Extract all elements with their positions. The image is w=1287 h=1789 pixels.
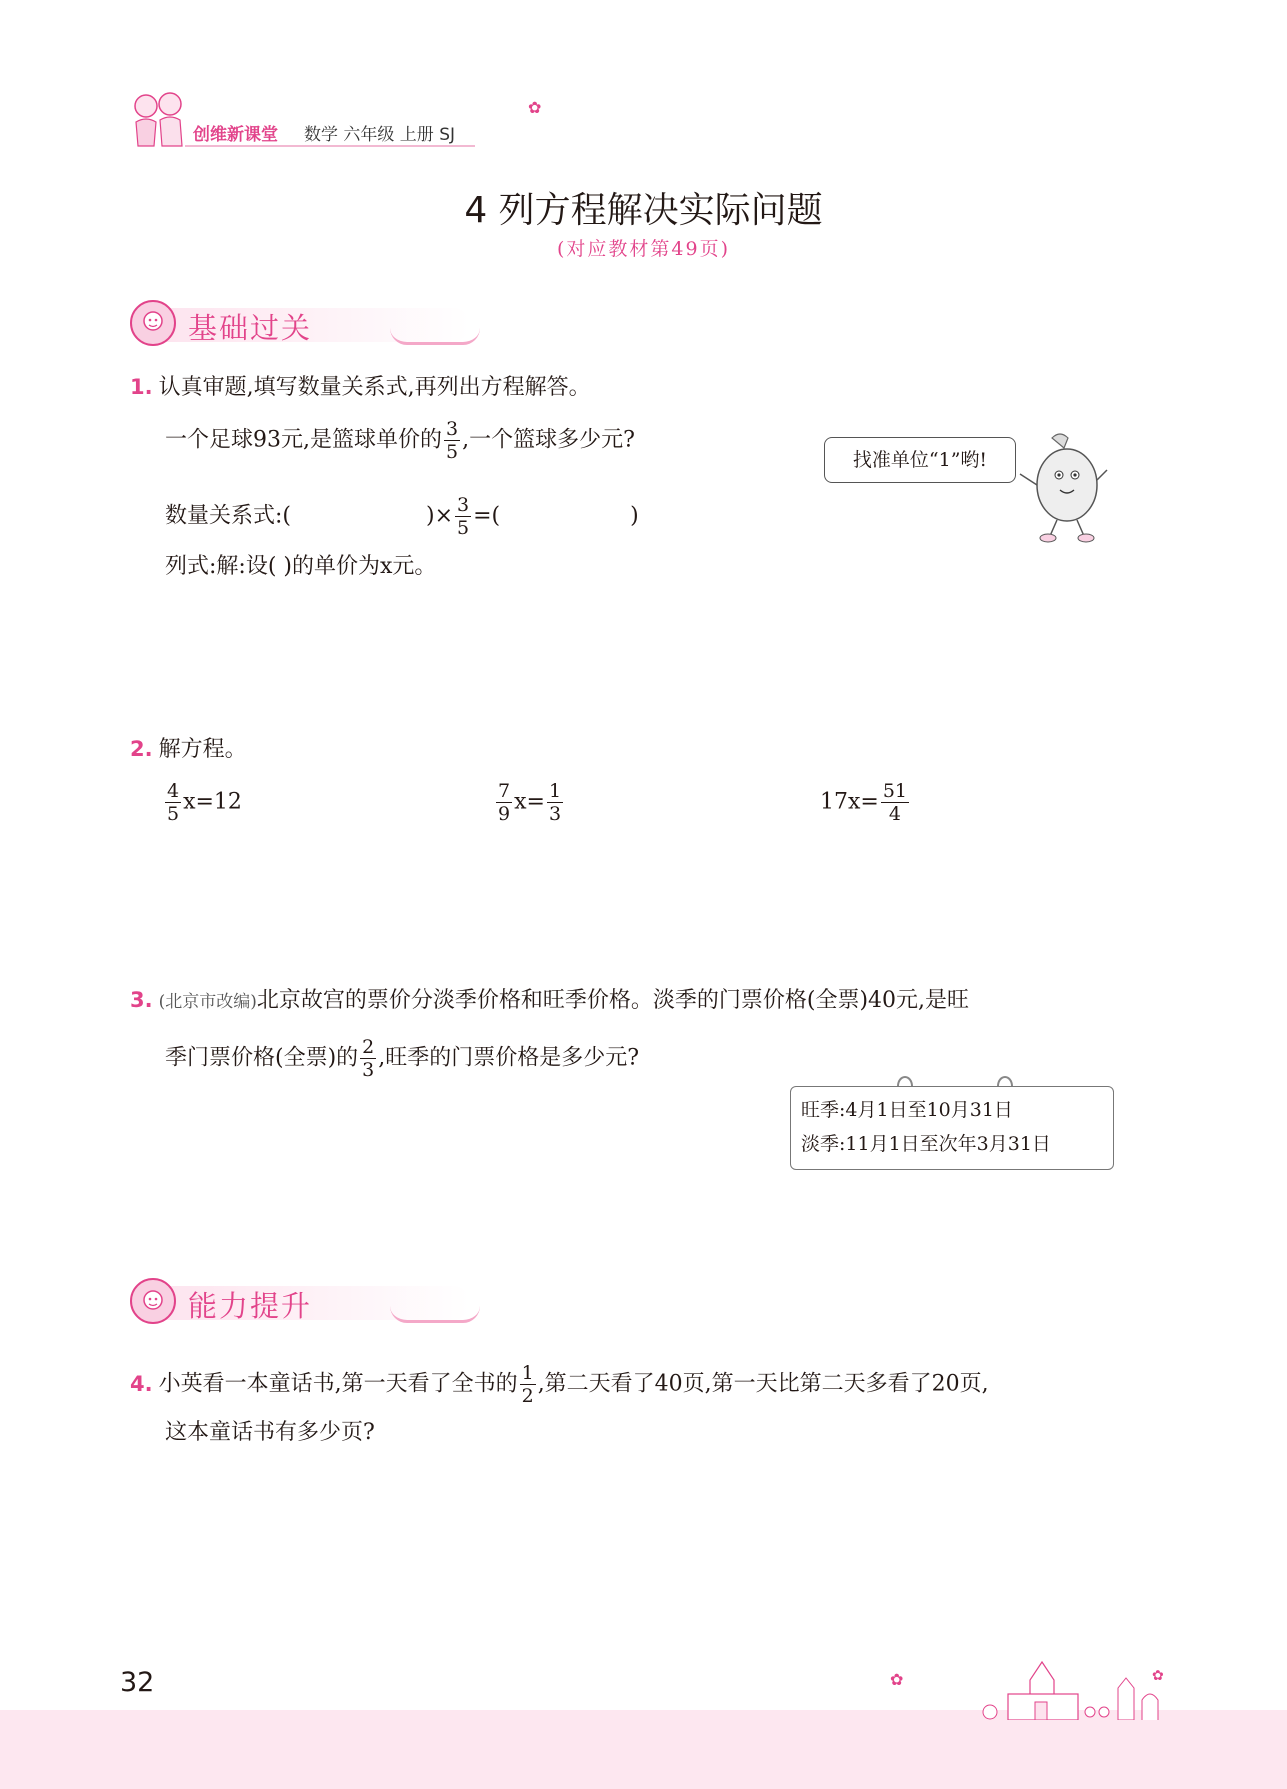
equation-2 <box>494 780 565 825</box>
eq1-num: 4 <box>167 780 180 802</box>
eq2-mid: x= <box>514 789 545 815</box>
eq2-num2: 1 <box>548 780 562 802</box>
eq3-fraction <box>881 780 909 825</box>
page-title: 4 列方程解决实际问题 <box>464 190 823 231</box>
q4-line-2: 这本童话书有多少页? <box>165 1420 375 1445</box>
eq1-rest: x=12 <box>183 789 242 815</box>
eq1-den: 5 <box>167 803 180 825</box>
eq3-left: 17x= <box>820 789 879 815</box>
q1-problem-text-b: ,一个篮球多少元? <box>462 427 635 453</box>
subject-info: 数学 六年级 上册 SJ <box>304 125 456 145</box>
q1-problem-text-a: 一个足球93元,是篮球单价的 <box>165 427 442 453</box>
section-basic-title: 基础过关 <box>188 311 313 345</box>
q4-fraction <box>520 1362 536 1407</box>
footer-band <box>0 1710 1287 1789</box>
q3-frac-den: 3 <box>362 1059 375 1081</box>
equation-1 <box>163 780 242 825</box>
svg-text:✿: ✿ <box>1152 1668 1164 1684</box>
relation-equals: =( <box>473 503 501 529</box>
q1-problem <box>165 418 635 463</box>
eq2-den: 9 <box>498 803 511 825</box>
q4-frac-num: 1 <box>521 1362 534 1384</box>
eq2-fraction-left <box>496 780 512 825</box>
q4-line1-text-a: 小英看一本童话书,第一天看了全书的 <box>158 1371 518 1397</box>
q3-fraction <box>360 1036 376 1081</box>
section-advanced-title: 能力提升 <box>188 1289 313 1323</box>
relation-fraction <box>455 494 471 539</box>
page-number: 32 <box>120 1667 155 1698</box>
section-advanced-banner <box>130 1278 490 1324</box>
equation-3 <box>820 780 911 825</box>
q3-line2-text-a: 季门票价格(全票)的 <box>165 1045 359 1071</box>
q3-line2-text-b: ,旺季的门票价格是多少元? <box>378 1045 640 1071</box>
boy-icon <box>130 1278 176 1324</box>
relation-open: 数量关系式:( <box>165 503 291 529</box>
brand-name: 创维新课堂 <box>193 125 278 145</box>
banner-swoosh <box>390 1306 480 1323</box>
relation-times: )× <box>426 503 454 529</box>
eq2-num: 7 <box>498 780 511 802</box>
q1-solve: 列式:解:设( )的单价为x元。 <box>165 554 437 579</box>
peak-season-text: 旺季:4月1日至10月31日 <box>801 1099 1013 1121</box>
banner-swoosh <box>390 328 480 345</box>
q3-line-1 <box>130 985 969 1017</box>
header-divider <box>185 145 475 147</box>
q1-fraction <box>444 418 460 463</box>
q4-line1-text-b: ,第二天看了40页,第一天比第二天多看了20页, <box>537 1371 989 1397</box>
eq2-fraction-right <box>547 780 563 825</box>
q4-line-1 <box>130 1362 989 1407</box>
relation-close: ) <box>630 503 639 529</box>
eq1-fraction <box>165 780 181 825</box>
girl-icon <box>130 300 176 346</box>
relation-frac-num: 3 <box>457 494 470 516</box>
q1-prompt-text: 认真审题,填写数量关系式,再列出方程解答。 <box>158 375 591 400</box>
q3-source: (北京市改编) <box>158 992 257 1012</box>
off-season-text: 淡季:11月1日至次年3月31日 <box>801 1133 1051 1155</box>
q3-number: 3. <box>130 988 153 1012</box>
q1-prompt <box>130 372 591 403</box>
q1-relation <box>165 494 639 539</box>
section-basic-banner <box>130 300 490 346</box>
q4-number: 4. <box>130 1371 153 1396</box>
eq3-den: 4 <box>888 803 901 825</box>
header-logo <box>128 88 190 152</box>
eq2-den2: 3 <box>548 803 562 825</box>
eq3-num: 51 <box>882 780 908 802</box>
q2-prompt-text: 解方程。 <box>158 737 247 762</box>
svg-text:✿: ✿ <box>890 1670 904 1689</box>
q2-number: 2. <box>130 737 153 761</box>
q3-frac-num: 2 <box>362 1036 375 1058</box>
q1-number: 1. <box>130 375 153 399</box>
relation-frac-den: 5 <box>457 517 470 539</box>
castle-decoration-icon <box>880 1650 1170 1720</box>
season-card <box>790 1086 1114 1170</box>
eggplant-mascot-icon <box>1012 430 1122 545</box>
q3-line-2 <box>165 1036 639 1081</box>
hint-bubble: 找准单位“1”哟! <box>824 437 1016 483</box>
q3-line1-text: 北京故宫的票价分淡季价格和旺季价格。淡季的门票价格(全票)40元,是旺 <box>256 988 970 1013</box>
page-subtitle: (对应教材第49页) <box>556 238 730 260</box>
q1-frac-num: 3 <box>446 418 459 440</box>
flower-icon: ✿ <box>528 98 542 117</box>
q1-frac-den: 5 <box>446 441 459 463</box>
q2-prompt <box>130 734 247 765</box>
q4-frac-den: 2 <box>521 1385 534 1407</box>
